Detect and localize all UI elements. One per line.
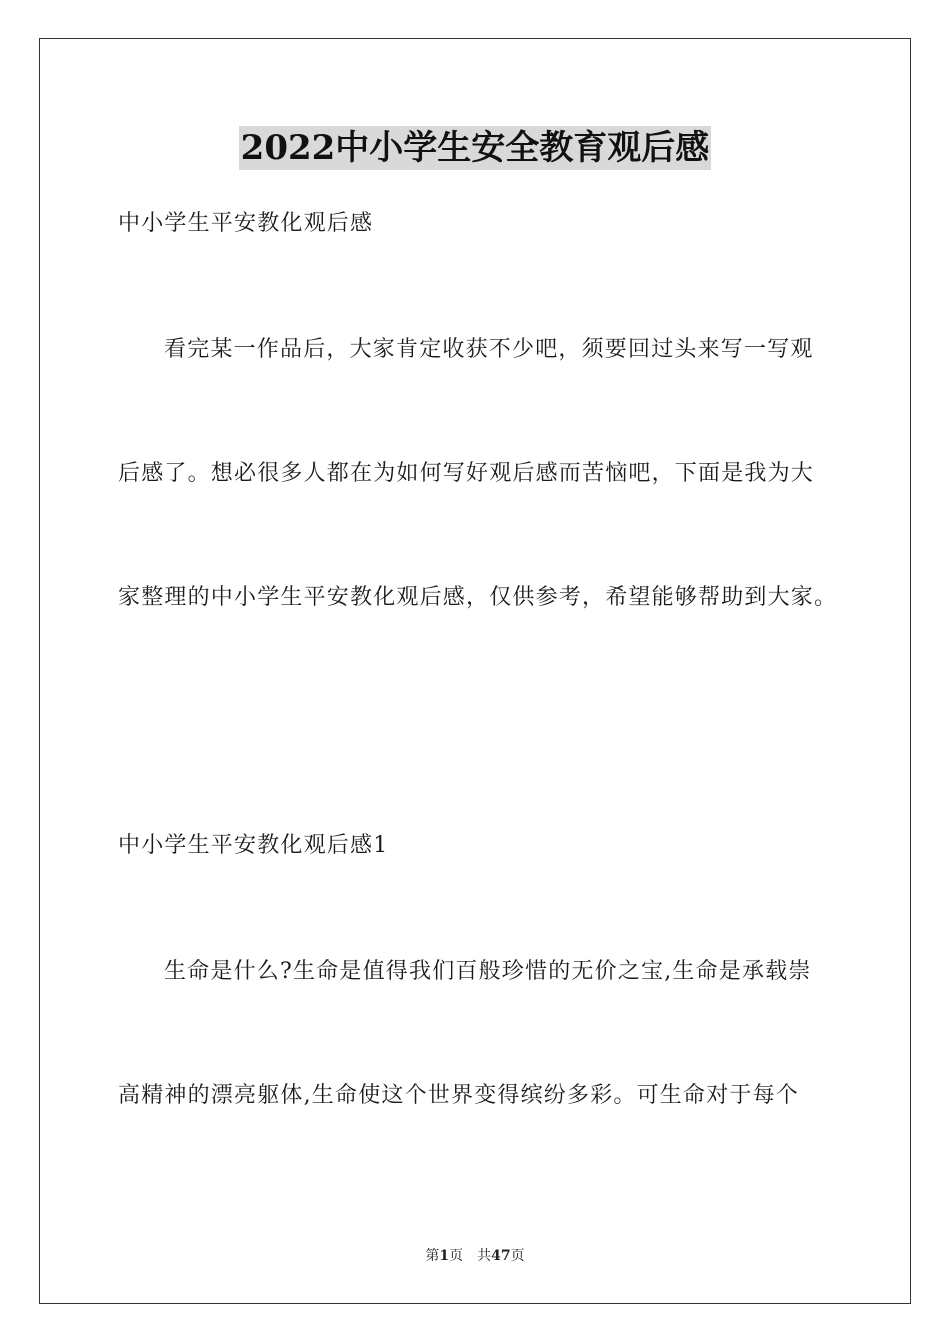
footer-total-prefix: 共 <box>477 1248 492 1264</box>
footer-total-pages: 47 <box>491 1248 511 1264</box>
footer-total-suffix: 页 <box>510 1248 525 1264</box>
footer-page-prefix: 第 <box>425 1248 440 1264</box>
paragraph1-line1: 看完某一作品后，大家肯定收获不少吧，须要回过头来写一写观 <box>164 337 814 362</box>
paragraph2-line1: 生命是什么?生命是值得我们百般珍惜的无价之宝,生命是承载崇 <box>164 959 812 984</box>
footer-page-number: 1 <box>439 1248 450 1264</box>
paragraph1-line2: 后感了。想必很多人都在为如何写好观后感而苦恼吧，下面是我为大 <box>118 461 815 486</box>
title-container <box>0 126 950 170</box>
section-heading: 中小学生平安教化观后感1 <box>118 833 389 858</box>
paragraph2-line2: 高精神的漂亮躯体,生命使这个世界变得缤纷多彩。可生命对于每个 <box>118 1083 799 1108</box>
document-subtitle: 中小学生平安教化观后感 <box>118 211 374 236</box>
page-footer <box>0 1246 950 1266</box>
paragraph1-line3: 家整理的中小学生平安教化观后感，仅供参考，希望能够帮助到大家。 <box>118 585 838 610</box>
footer-page-suffix: 页 <box>449 1248 464 1264</box>
document-title: 2022中小学生安全教育观后感 <box>240 128 710 168</box>
